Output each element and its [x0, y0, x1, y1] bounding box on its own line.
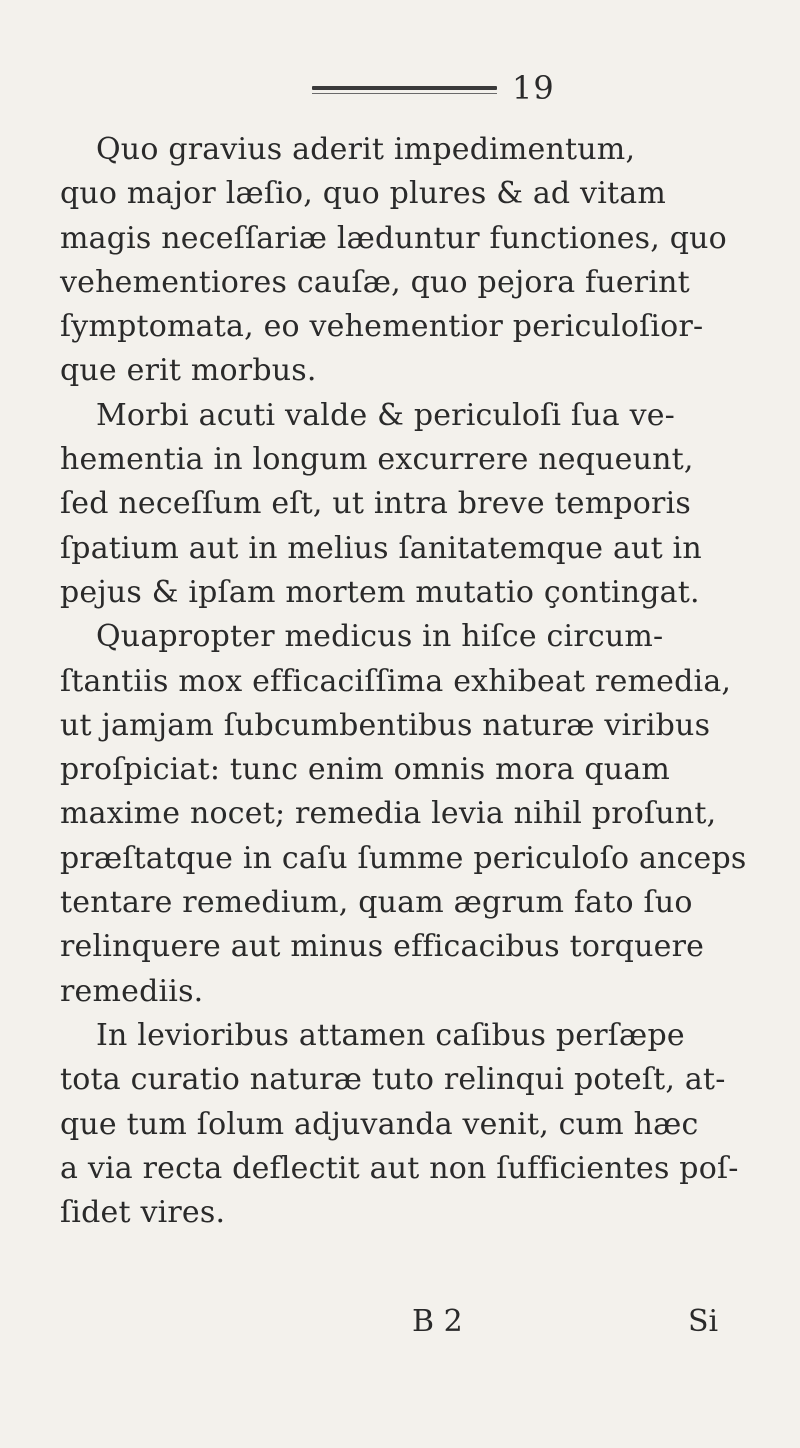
text-line: ſtantiis mox efficaciſſima exhibeat remedia, — [60, 663, 732, 699]
page-number: 19 — [512, 69, 555, 107]
signature-mark: B 2 — [412, 1304, 463, 1339]
page-footer — [0, 1302, 800, 1342]
text-line: que erit morbus. — [60, 353, 317, 389]
text-line: ut jamjam ſubcumbentibus naturæ viribus — [60, 707, 711, 743]
text-line: que tum ſolum adjuvanda venit, cum hæc — [60, 1106, 699, 1142]
text-line: maxime nocet; remedia levia nihil proſunt, — [60, 796, 717, 832]
text-line: remediis. — [60, 973, 204, 1009]
text-line: Morbi acuti valde & periculoſi ſua ve- — [96, 397, 676, 433]
text-line: a via recta deflectit aut non ſufficientes poſ- — [60, 1150, 739, 1186]
text-line: In levioribus attamen caſibus perſæpe — [96, 1017, 685, 1053]
text-line: quo major læſio, quo plures & ad vitam — [60, 176, 666, 212]
text-line: proſpiciat: tunc enim omnis mora quam — [60, 752, 671, 788]
catchword: Si — [688, 1304, 719, 1339]
text-line: ſpatium aut in melius ſanitatemque aut in — [60, 530, 702, 566]
header-rule — [312, 86, 497, 90]
text-line: ſed neceſſum eſt, ut intra breve temporis — [60, 486, 691, 522]
body-text — [60, 128, 760, 1235]
text-line: magis neceſſariæ læduntur functiones, quo — [60, 220, 727, 256]
text-line: vehementiores cauſæ, quo pejora fuerint — [60, 264, 690, 300]
text-line: præſtatque in caſu ſumme periculoſo anceps — [60, 840, 747, 876]
text-line: Quo gravius aderit impedimentum, — [96, 132, 636, 167]
text-line: ſymptomata, eo vehementior periculoſior- — [60, 309, 704, 345]
text-line: tota curatio naturæ tuto relinqui poteſt, at- — [60, 1062, 726, 1098]
text-line: relinquere aut minus efficacibus torquere — [60, 929, 705, 965]
text-line: tentare remedium, quam ægrum fato ſuo — [60, 885, 693, 921]
text-line: Quapropter medicus in hiſce circum- — [96, 619, 664, 655]
text-line: ſidet vires. — [60, 1195, 226, 1231]
text-line: hementia in longum excurrere nequeunt, — [60, 442, 694, 478]
text-line: pejus & ipſam mortem mutatio çontingat. — [60, 574, 700, 610]
